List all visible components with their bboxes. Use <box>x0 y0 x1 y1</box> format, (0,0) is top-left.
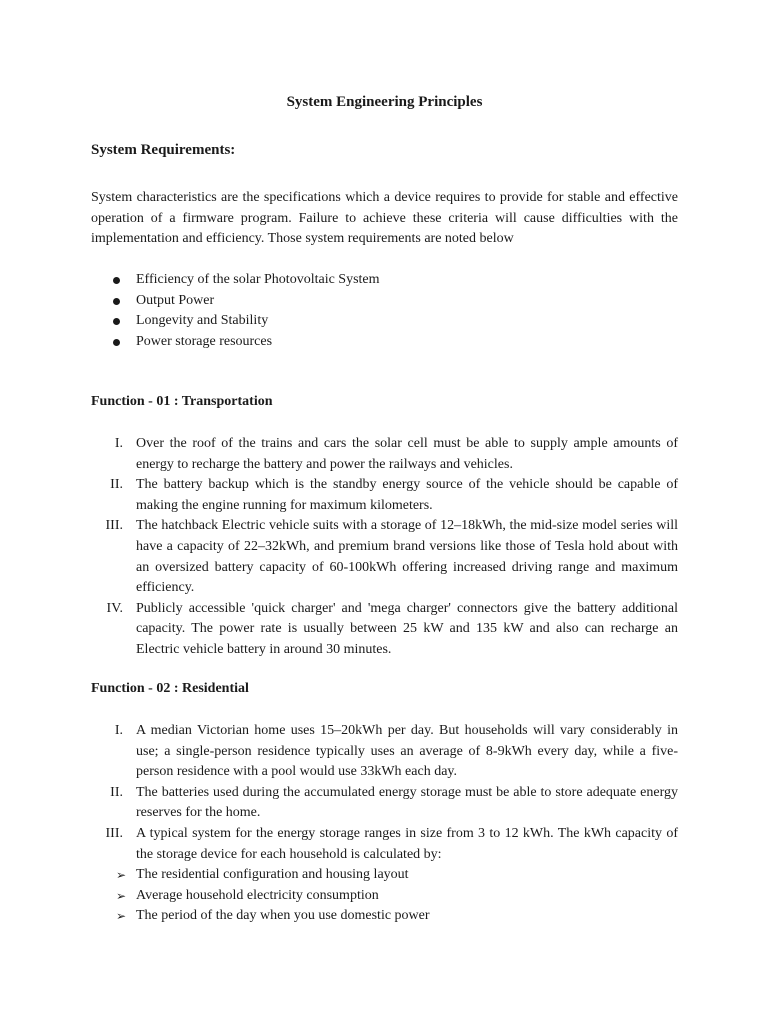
document-title: System Engineering Principles <box>286 94 483 110</box>
sub-list <box>116 865 678 927</box>
list-item: I. A median Victorian home uses 15–20kWh per day. But households will vary considerably in use; a single-person residence typically uses an average of 8-9kWh every day, while a five-person residence with a pool would use 33kWh each day. <box>114 723 678 780</box>
intro-paragraph: System characteristics are the specifications which a device requires to provide for stable and effective operation of a firmware program. Failure to achieve these criteria will cause difficulties with the implementation and efficiency. Those system requirements are noted below <box>91 190 678 247</box>
list-item: II. The battery backup which is the standby energy source of the vehicle should be capable of making the engine running for maximum kilometers. <box>110 477 678 513</box>
list-item: I. Over the roof of the trains and cars the solar cell must be able to supply ample amounts of energy to recharge the battery and power the railways and vehicles. <box>114 436 678 472</box>
list-item: III. A typical system for the energy storage ranges in size from 3 to 12 kWh. The kWh capacity of the storage device for each household is calculated by: ➢ The residential configuration and housing layout ➢ Average household electricity consumption ➢ The period of the day when you use domestic power <box>91 824 678 927</box>
function-1-heading: Function - 01 : Transportation <box>91 394 273 409</box>
list-item: III. The hatchback Electric vehicle suits with a storage of 12–18kWh, the mid-size model series will have a capacity of 22–32kWh, and premium brand versions like those of Tesla hold about with an oversized battery capacity of 60-100kWh offering increased driving range and maximum efficiency. <box>105 518 678 596</box>
list-item: Power storage resources <box>91 332 380 353</box>
arrowhead-icon: ➢ <box>116 909 127 924</box>
section-heading: System Requirements: <box>91 142 236 158</box>
bullet-icon <box>113 318 120 325</box>
arrowhead-icon: ➢ <box>116 888 127 903</box>
list-item: Output Power <box>91 291 380 312</box>
function-1-list <box>91 434 678 661</box>
bullet-icon <box>113 298 120 305</box>
bullet-icon <box>113 277 120 284</box>
list-item: ➢ The period of the day when you use domestic power <box>136 906 678 927</box>
function-2-heading: Function - 02 : Residential <box>91 681 249 696</box>
list-item: ➢ Average household electricity consumption <box>136 886 678 907</box>
requirements-list <box>91 270 380 352</box>
list-item: Longevity and Stability <box>91 311 380 332</box>
list-item: Efficiency of the solar Photovoltaic System <box>91 270 380 291</box>
arrowhead-icon: ➢ <box>116 868 127 883</box>
list-item: ➢ The residential configuration and housing layout <box>136 865 678 886</box>
list-item: IV. Publicly accessible 'quick charger' and 'mega charger' connectors give the battery additional capacity. The power rate is usually between 25 kW and 135 kW and also can recharge an Electric vehicle battery in around 30 minutes. <box>106 600 678 657</box>
bullet-icon <box>113 339 120 346</box>
list-item: II. The batteries used during the accumulated energy storage must be able to store adequate energy reserves for the home. <box>110 784 678 821</box>
function-2-list <box>91 721 678 927</box>
